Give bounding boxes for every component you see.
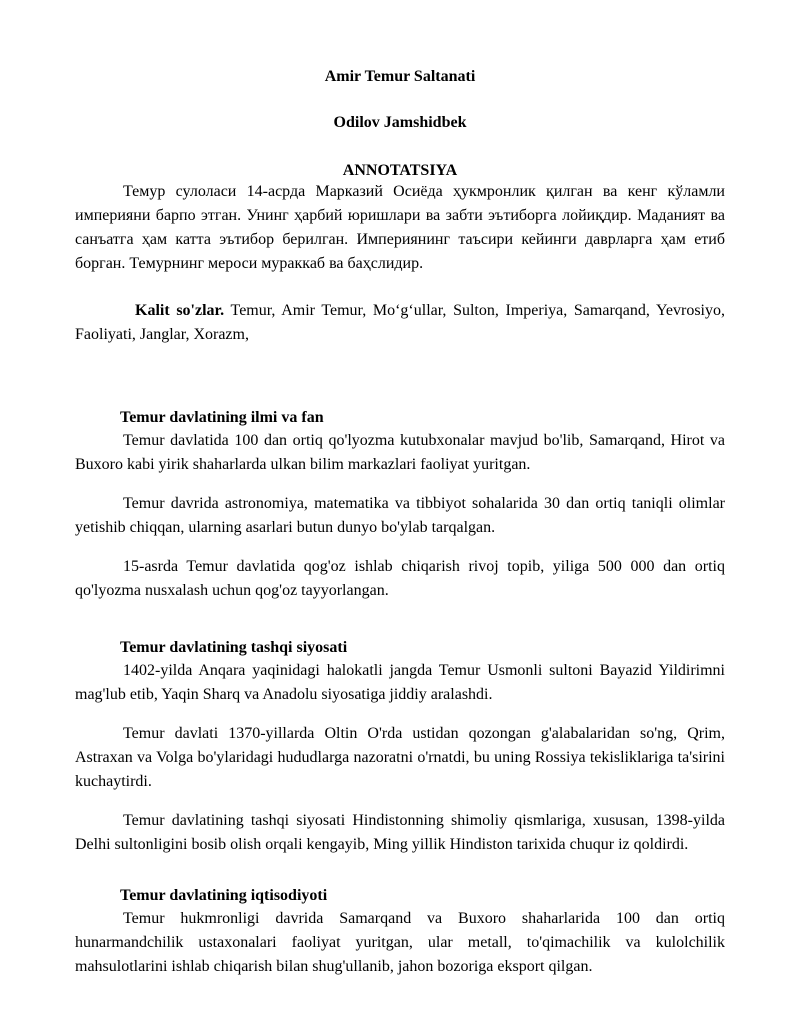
- science-paragraph-1: Temur davlatida 100 dan ortiq qo'lyozma kutubxonalar mavjud bo'lib, Samarqand, Hirot va Buxoro kabi yirik shaharlarda ulkan bilim markazlari faoliyat yuritgan.: [75, 432, 725, 473]
- author-name: Odilov Jamshidbek: [333, 114, 467, 131]
- section-heading-foreign-policy: Temur davlatining tashqi siyosati: [120, 639, 348, 656]
- policy-paragraph-1: 1402-yilda Anqara yaqinidagi halokatli jangda Temur Usmonli sultoni Bayazid Yildirimni mag'lub etib, Yaqin Sharq va Anadolu siyosatiga jiddiy aralashdi.: [75, 662, 725, 703]
- annotation-heading: ANNOTATSIYA: [342, 162, 458, 179]
- section-heading-economy: Temur davlatining iqtisodiyoti: [120, 887, 328, 904]
- science-paragraph-2: Temur davrida astronomiya, matematika va tibbiyot sohalarida 30 dan ortiq taniqli olimlar yetishib chiqqan, ularning asarlari butun dunyo bo'ylab tarqalgan.: [75, 495, 725, 536]
- policy-paragraph-3: Temur davlatining tashqi siyosati Hindistonning shimoliy qismlariga, xususan, 1398-yilda Delhi sultonligini bosib olish orqali kengayib, Ming yillik Hindiston tarixida chuqur iz qoldirdi.: [75, 812, 725, 853]
- economy-paragraph-1: Temur hukmronligi davrida Samarqand va Buxoro shaharlarida 100 dan ortiq hunarmandchilik ustaxonalari faoliyat yuritgan, ular metall, to'qimachilik va kulolchilik mahsulotlarini ishlab chiqarish bilan shug'ullanib, jahon bozoriga eksport qilgan.: [75, 910, 725, 975]
- document-title: Amir Temur Saltanati: [324, 68, 476, 85]
- annotation-paragraph: Темур сулоласи 14-асрда Марказий Осиёда ҳукмронлик қилган ва кенг кўламли империяни барпо этган. Унинг ҳарбий юришлари ва забти эътиборга лойиқдир. Маданият ва санъатга ҳам катта эътибор берилган. Империянинг таъсири кейинги даврларга ҳам етиб борган. Темурнинг мероси мураккаб ва баҳслидир.: [75, 183, 725, 272]
- keywords-label: Kalit so'zlar.: [135, 302, 225, 319]
- section-heading-science: Temur davlatining ilmi va fan: [120, 409, 324, 426]
- document-page: [75, 0, 725, 979]
- policy-paragraph-2: Temur davlati 1370-yillarda Oltin O'rda ustidan qozongan g'alabalaridan so'ng, Qrim, Astraxan va Volga bo'ylaridagi hududlarga nazoratni o'rnatdi, bu uning Rossiya tekisliklariga ta'sirini kuchaytirdi.: [75, 725, 725, 790]
- keywords-list: Temur, Amir Temur, Mo‘g‘ullar, Sulton, Imperiya, Samarqand, Yevrosiyo, Faoliyati, Janglar, Xorazm,: [75, 302, 725, 343]
- keywords-paragraph: [75, 299, 725, 347]
- science-paragraph-3: 15-asrda Temur davlatida qog'oz ishlab chiqarish rivoj topib, yiliga 500 000 dan ortiq qo'lyozma nusxalash uchun qog'oz tayyorlangan.: [75, 558, 725, 599]
